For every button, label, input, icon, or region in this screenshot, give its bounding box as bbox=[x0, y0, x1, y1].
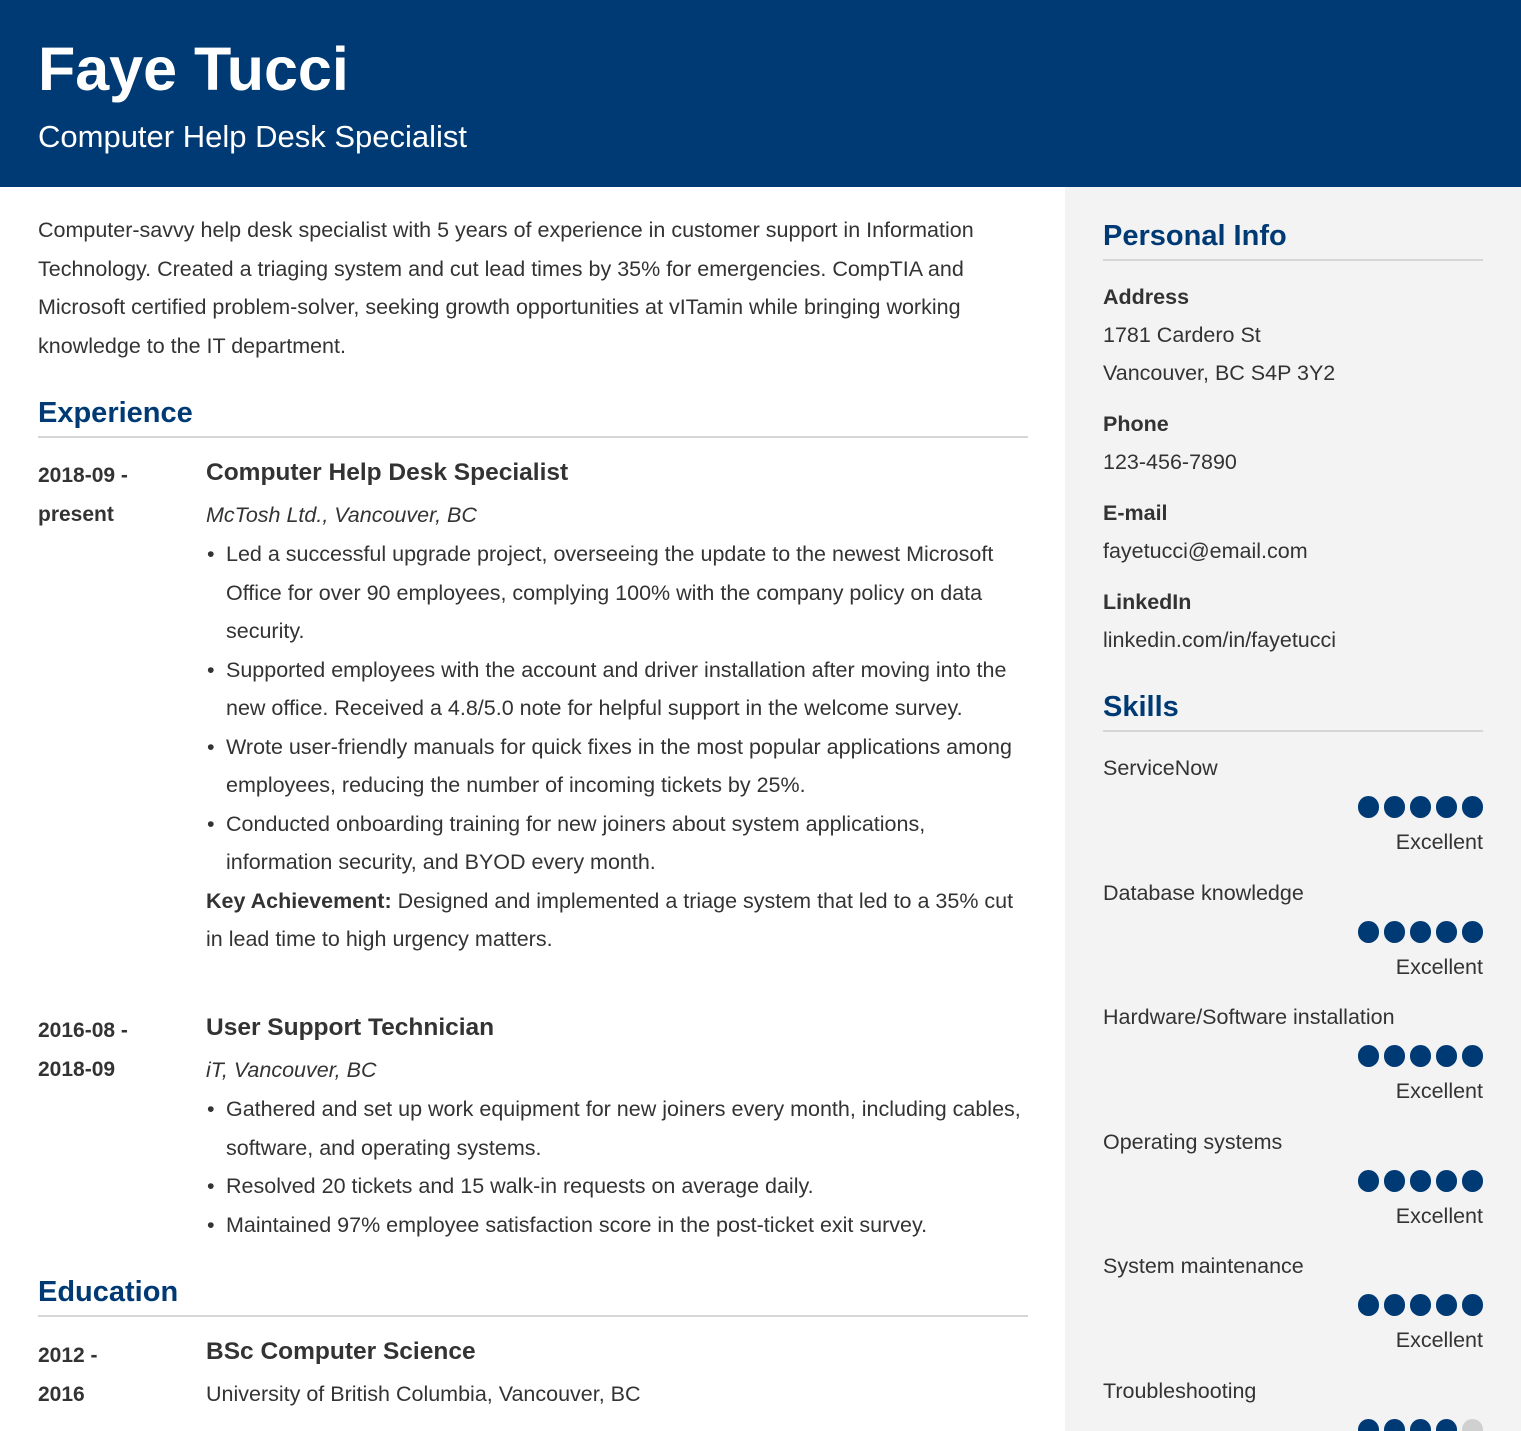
education-dates bbox=[38, 1336, 188, 1414]
job-bullet: • Conducted onboarding training for new joiners about system applications, information security, and BYOD every month. bbox=[207, 811, 926, 874]
skill-level: Excellent bbox=[1395, 1204, 1483, 1228]
education-date-end: 2016 bbox=[38, 1383, 85, 1406]
rating-dot-filled bbox=[1410, 1170, 1432, 1192]
skill-level: Excellent bbox=[1395, 1328, 1483, 1352]
rating-dot-filled bbox=[1358, 1045, 1380, 1067]
rating-dot-filled bbox=[1384, 1045, 1406, 1067]
rating-dot-filled bbox=[1462, 921, 1484, 943]
rating-dot-filled bbox=[1462, 1045, 1484, 1067]
rating-dot-filled bbox=[1462, 1294, 1484, 1316]
skill-level: Excellent bbox=[1395, 1079, 1483, 1103]
skill-rating bbox=[1358, 921, 1484, 943]
job-bullets bbox=[206, 1090, 1028, 1244]
education-degree: BSc Computer Science bbox=[206, 1338, 476, 1365]
skill-rating bbox=[1358, 1294, 1484, 1316]
job-bullet: • Resolved 20 tickets and 15 walk-in requests on average daily. bbox=[207, 1174, 814, 1198]
rating-dot-filled bbox=[1410, 1419, 1432, 1431]
job-bullet: • Maintained 97% employee satisfaction score in the post-ticket exit survey. bbox=[207, 1212, 928, 1237]
address-line-1: 1781 Cardero St bbox=[1103, 323, 1261, 347]
education-divider bbox=[38, 1315, 1028, 1317]
job-dates bbox=[38, 1011, 188, 1089]
experience-divider bbox=[38, 436, 1028, 438]
job-company: iT, Vancouver, BC bbox=[206, 1058, 377, 1082]
job-role: Computer Help Desk Specialist bbox=[206, 459, 569, 486]
summary: Computer-savvy help desk specialist with 5 years of experience in customer support in Information Technology. Created a triaging system and cut lead times by 35% for emergencies. CompTIA and Microsoft certified problem-solver, seeking growth opportunities at vITamin while bringing working knowledge to the IT department. bbox=[38, 218, 974, 358]
key-achievement-text: Designed and implemented a triage system that led to a 35% cut in lead time to high urgency matters. bbox=[206, 888, 1014, 951]
skill-rating bbox=[1358, 1419, 1484, 1431]
rating-dot-filled bbox=[1436, 1294, 1458, 1316]
rating-dot-filled bbox=[1358, 1294, 1380, 1316]
rating-dot-filled bbox=[1436, 921, 1458, 943]
rating-dot-filled bbox=[1462, 1170, 1484, 1192]
email-label: E-mail bbox=[1103, 501, 1168, 525]
education-date-start: 2012 - bbox=[38, 1344, 98, 1367]
job-date-start: 2016-08 - bbox=[38, 1019, 128, 1042]
linkedin-value: linkedin.com/in/fayetucci bbox=[1103, 628, 1337, 652]
candidate-title: Computer Help Desk Specialist bbox=[38, 119, 468, 154]
job-dates bbox=[38, 456, 188, 534]
education-entry bbox=[206, 1334, 1028, 1414]
job-bullets bbox=[206, 535, 1028, 882]
skills-heading: Skills bbox=[1103, 691, 1179, 723]
phone-value: 123-456-7890 bbox=[1103, 450, 1237, 474]
rating-dot-filled bbox=[1358, 1170, 1380, 1192]
rating-dot-filled bbox=[1436, 796, 1458, 818]
rating-dot-filled bbox=[1436, 1419, 1458, 1431]
skill-rating bbox=[1358, 796, 1484, 818]
address-line-2: Vancouver, BC S4P 3Y2 bbox=[1103, 361, 1336, 385]
rating-dot-filled bbox=[1462, 796, 1484, 818]
key-achievement bbox=[206, 882, 1028, 959]
experience-heading: Experience bbox=[38, 397, 193, 429]
rating-dot-filled bbox=[1384, 1294, 1406, 1316]
skill-rating bbox=[1358, 1045, 1484, 1067]
rating-dot-filled bbox=[1384, 921, 1406, 943]
rating-dot-filled bbox=[1410, 1294, 1432, 1316]
education-heading: Education bbox=[38, 1276, 179, 1308]
skill-name: System maintenance bbox=[1103, 1254, 1304, 1278]
job-bullet: • Led a successful upgrade project, overseeing the update to the newest Microsoft Office for over 90 employees, complying 100% with the company policy on data security. bbox=[207, 542, 994, 643]
job-bullet: • Gathered and set up work equipment for new joiners every month, including cables, software, and operating systems. bbox=[207, 1097, 1021, 1160]
job-date-end: 2018-09 bbox=[38, 1058, 116, 1081]
job-role: User Support Technician bbox=[206, 1014, 495, 1041]
skill-name: ServiceNow bbox=[1103, 756, 1218, 780]
personal-info-heading: Personal Info bbox=[1103, 220, 1287, 252]
skills-divider bbox=[1103, 730, 1483, 732]
rating-dot-filled bbox=[1384, 796, 1406, 818]
resume-header bbox=[0, 0, 1521, 187]
skill-level: Excellent bbox=[1395, 830, 1483, 854]
skill-level: Excellent bbox=[1395, 955, 1483, 979]
rating-dot-filled bbox=[1410, 796, 1432, 818]
job-date-end: present bbox=[38, 503, 114, 526]
email-value: fayetucci@email.com bbox=[1103, 539, 1308, 563]
rating-dot-empty bbox=[1462, 1419, 1484, 1431]
rating-dot-filled bbox=[1384, 1419, 1406, 1431]
skill-name: Hardware/Software installation bbox=[1103, 1005, 1395, 1029]
skill-name: Database knowledge bbox=[1103, 881, 1304, 905]
address-label: Address bbox=[1103, 285, 1190, 309]
education-school: University of British Columbia, Vancouver, BC bbox=[206, 1382, 641, 1406]
candidate-name: Faye Tucci bbox=[38, 35, 349, 103]
job-entry bbox=[206, 455, 1028, 959]
job-bullet: • Supported employees with the account and driver installation after moving into the new office. Received a 4.8/5.0 note for helpful support in the welcome survey. bbox=[207, 657, 1007, 720]
linkedin-label: LinkedIn bbox=[1103, 590, 1192, 614]
rating-dot-filled bbox=[1410, 1045, 1432, 1067]
rating-dot-filled bbox=[1410, 921, 1432, 943]
rating-dot-filled bbox=[1384, 1170, 1406, 1192]
key-achievement-label: Key Achievement: bbox=[206, 888, 392, 913]
rating-dot-filled bbox=[1358, 921, 1380, 943]
job-date-start: 2018-09 - bbox=[38, 464, 128, 487]
job-entry bbox=[206, 1010, 1028, 1244]
skill-rating bbox=[1358, 1170, 1484, 1192]
rating-dot-filled bbox=[1436, 1045, 1458, 1067]
job-bullet: • Wrote user-friendly manuals for quick fixes in the most popular applications among employees, reducing the number of incoming tickets by 25%. bbox=[207, 734, 1012, 797]
rating-dot-filled bbox=[1358, 796, 1380, 818]
skill-name: Troubleshooting bbox=[1103, 1379, 1257, 1403]
rating-dot-filled bbox=[1436, 1170, 1458, 1192]
rating-dot-filled bbox=[1358, 1419, 1380, 1431]
skill-name: Operating systems bbox=[1103, 1130, 1283, 1154]
phone-label: Phone bbox=[1103, 412, 1169, 436]
personal-info-divider bbox=[1103, 259, 1483, 261]
job-company: McTosh Ltd., Vancouver, BC bbox=[206, 503, 477, 527]
